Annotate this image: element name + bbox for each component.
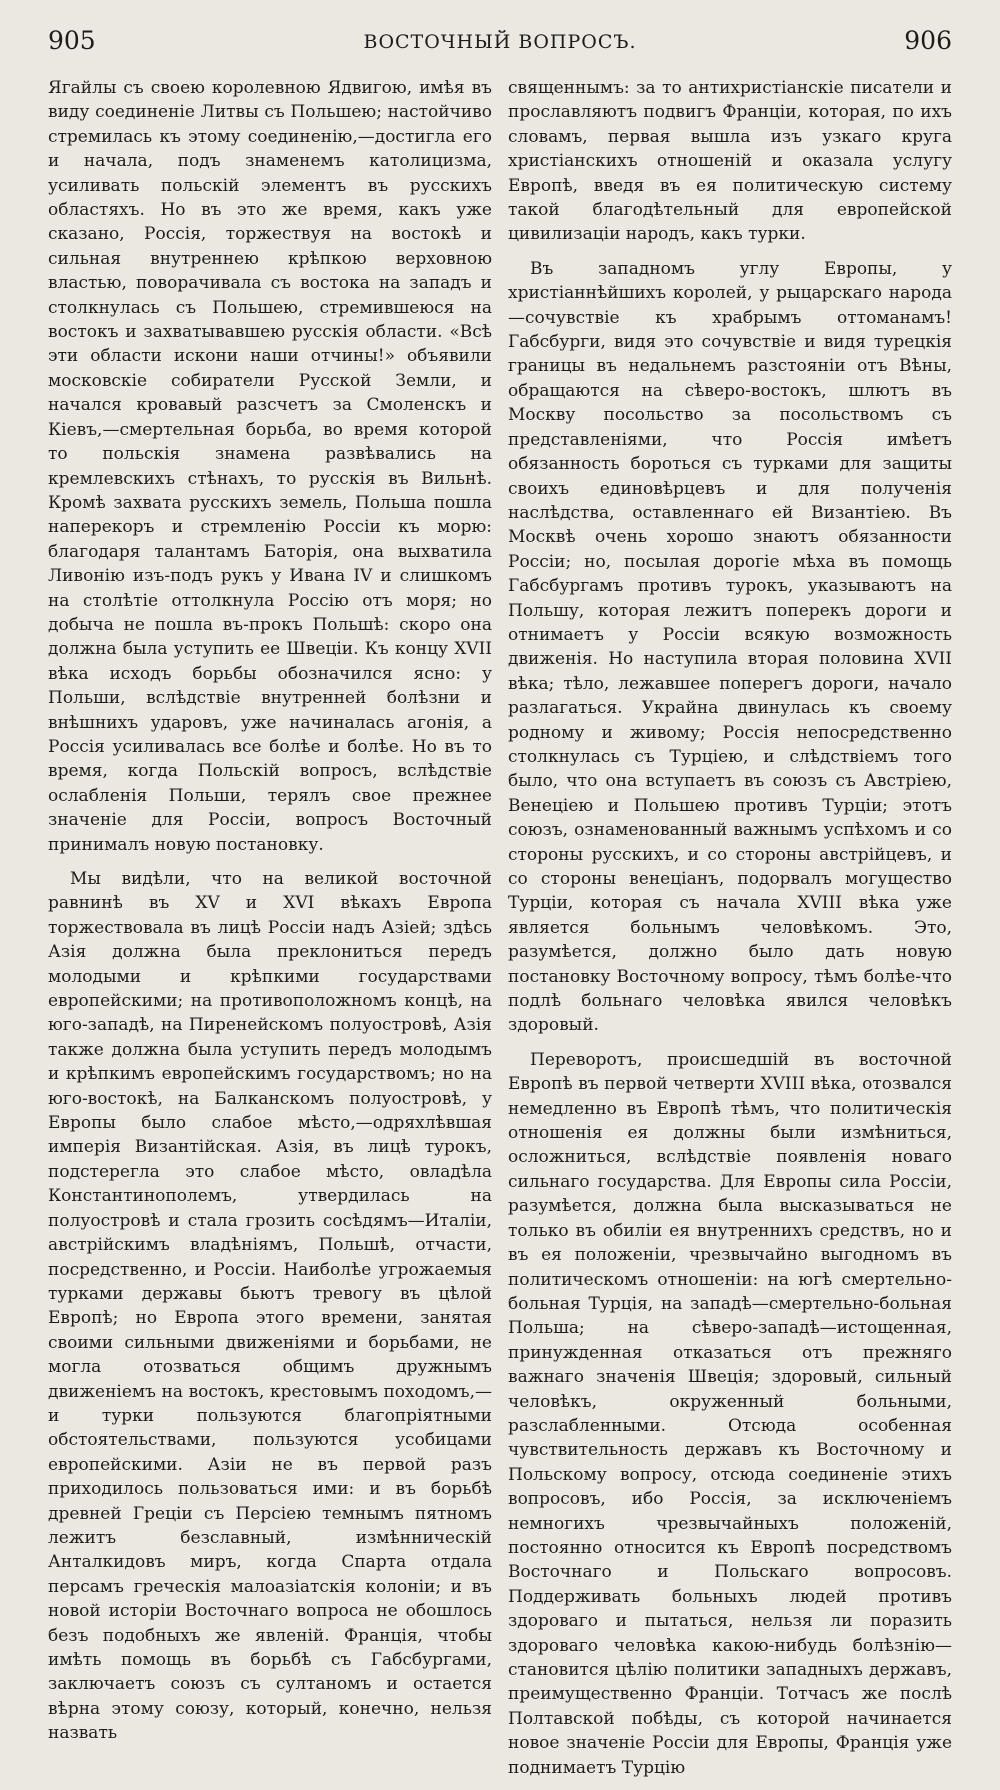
paragraph: священнымъ: за то антихристіанскіе писатели и прославляютъ подвигъ Франціи, которая, по ихъ словамъ, первая вышла изъ узкаго круга христіанскихъ отношеній и оказала услугу Европѣ, введя въ ея политическую систему такой благодѣтельный для европейской цивилизаціи народъ, какъ турки. (508, 78, 952, 245)
paragraph: Мы видѣли, что на великой восточной равнинѣ въ XV и XVI вѣкахъ Европа торжествовала въ лицѣ Россіи надъ Азіей; здѣсь Азія должна была преклониться передъ молодыми и крѣпкими государствами европейскими; на противоположномъ концѣ, на юго-западѣ, на Пиренейскомъ полуостровѣ, Азія также должна была уступить передъ молодымъ и крѣпкимъ европейскимъ государствомъ; но на юго-востокѣ, на Балканскомъ полуостровѣ, у Европы было слабое мѣсто,—одряхлѣвшая имперія Византійская. Азія, въ лицѣ турокъ, подстерегла это слабое мѣсто, овладѣла Константинополемъ, утвердилась на полуостровѣ и стала грозить сосѣдямъ—Италіи, австрійскимъ владѣніямъ, Польшѣ, отчасти, посредственно, и Россіи. Наиболѣе угрожаемыя турками державы бьютъ тревогу въ цѣлой Европѣ; но Европа этого времени, занятая своими сильными движеніями и борьбами, не могла отозваться общимъ дружнымъ движеніемъ на востокъ, крестовымъ походомъ,—и турки пользуются благопріятными обстоятельствами, пользуются усобицами европейскими. Азіи не въ первой разъ приходилось пользоваться ими: и въ борьбѣ древней Греціи съ Персіею темнымъ пятномъ лежитъ безславный, измѣнническій Анталкидовъ миръ, когда Спарта отдала персамъ греческія малоазіатскія колоніи; и въ новой исторіи Восточнаго вопроса не обошлось безъ подобныхъ же явленій. Франція, чтобы имѣть помощь въ борьбѣ съ Габсбургами, заключаетъ союзъ съ султаномъ и остается вѣрна этому союзу, который, конечно, нельзя назвать (48, 869, 492, 1744)
paragraph: Ягайлы съ своею королевною Ядвигою, имѣя въ виду соединеніе Литвы съ Польшею; настойчиво стремилась къ этому соединенію,—достигла его и начала, подъ знаменемъ католицизма, усиливать польскій элементъ въ русскихъ областяхъ. Но въ это же время, какъ уже сказано, Россія, торжествуя на востокѣ и сильная внутреннею крѣпкою верховною властью, поворачивала съ востока на западъ и столкнулась съ Польшею, стремившеюся на востокъ и захватывавшею русскія области. «Всѣ эти области искони наши отчины!» объявили московскіе собиратели Русской Земли, и начался кровавый разсчетъ за Смоленскъ и Кіевъ,—смертельная борьба, во время которой то польскія знамена развѣвались на кремлевскихъ стѣнахъ, то русскія въ Вильнѣ. Кромѣ захвата русскихъ земель, Польша пошла наперекоръ и стремленію Россіи къ морю: благодаря талантамъ Баторія, она выхватила Ливонію изъ-подъ рукъ у Ивана IV и слишкомъ на столѣтіе оттолкнула Россію отъ моря; но добыча не пошла въ-прокъ Польшѣ: скоро она должна была уступить ее Швеціи. Къ концу XVII вѣка исходъ борьбы обозначился ясно: у Польши, вслѣдствіе внутренней болѣзни и внѣшнихъ ударовъ, уже начиналась агонія, а Россія усиливалась все болѣе и болѣе. Но въ то время, когда Польскій вопросъ, вслѣдствіе ослабленія Польши, терялъ свое прежнее значеніе для Россіи, вопросъ Восточный принималъ новую постановку. (48, 78, 492, 855)
paragraph: Въ западномъ углу Европы, у христіаннѣйшихъ королей, у рыцарскаго народа—сочувствіе къ храбрымъ оттоманамъ! Габсбурги, видя это сочувствіе и видя турецкія границы въ недальнемъ разстояніи отъ Вѣны, обращаются на сѣверо-востокъ, шлютъ въ Москву посольство за посольствомъ съ представленіями, что Россія имѣетъ обязанность бороться съ турками для защиты своихъ единовѣрцевъ и для полученія наслѣдства, оставленнаго ей Византіею. Въ Москвѣ очень хорошо знаютъ обязанности Россіи; но, посылая дорогіе мѣха въ помощь Габсбургамъ противъ турокъ, указываютъ на Польшу, которая лежитъ поперекъ дороги и отнимаетъ у Россіи всякую возможность движенія. Но наступила вторая половина XVII вѣка; тѣло, лежавшее поперегъ дороги, начало разлагаться. Украйна двинулась къ своему родному и живому; Россія непосредственно столкнулась съ Турціею, и слѣдствіемъ того было, что она вступаетъ въ союзъ съ Австріею, Венеціею и Польшею противъ Турціи; этотъ союзъ, ознаменованный важнымъ успѣхомъ и со стороны русскихъ, и со стороны австрійцевъ, и со стороны венеціанъ, подорвалъ могущество Турціи, которая съ начала XVIII вѣка уже является больнымъ человѣкомъ. Это, разумѣется, должно было дать новую постановку Восточному вопросу, тѣмъ болѣе-что подлѣ больнаго человѣка явился человѣкъ здоровый. (508, 258, 952, 1036)
left-column (48, 76, 492, 1756)
paragraph: Переворотъ, происшедшій въ восточной Европѣ въ первой четверти XVIII вѣка, отозвался немедленно въ Европѣ тѣмъ, что политическія отношенія ея должны были измѣниться, осложниться, вслѣдствіе появленія новаго сильнаго государства. Для Европы сила Россіи, разумѣется, должна была высказываться не только въ обиліи ея внутреннихъ средствъ, но и въ ея положеніи, чрезвычайно выгодномъ въ политическомъ отношеніи: на югѣ смертельно-больная Турція, на западѣ—смертельно-больная Польша; на сѣверо-западѣ—истощенная, принужденная отказаться отъ прежняго важнаго значенія Швеція; здоровый, сильный человѣкъ, окруженный больными, разслабленными. Отсюда особенная чувствительность державъ къ Восточному и Польскому вопросу, отсюда соединеніе этихъ вопросовъ, ибо Россія, за исключеніемъ немногихъ чрезвычайныхъ положеній, постоянно относится къ Европѣ посредствомъ Восточнаго и Польскаго вопросовъ. Поддерживать больныхъ людей противъ здороваго и пытаться, нельзя ли поразить здороваго человѣка какою-нибудь болѣзнію—становится цѣлію политики западныхъ державъ, преимущественно Франціи. Тотчасъ же послѣ Полтавской побѣды, съ которой начинается новое значеніе Россіи для Европы, Франція уже поднимаетъ Турцію (508, 1049, 952, 1778)
left-page-number: 905 (48, 26, 96, 55)
right-column (508, 76, 952, 1790)
right-page-number: 906 (904, 26, 952, 55)
running-title: ВОСТОЧНЫЙ ВОПРОСЪ. (363, 31, 637, 53)
